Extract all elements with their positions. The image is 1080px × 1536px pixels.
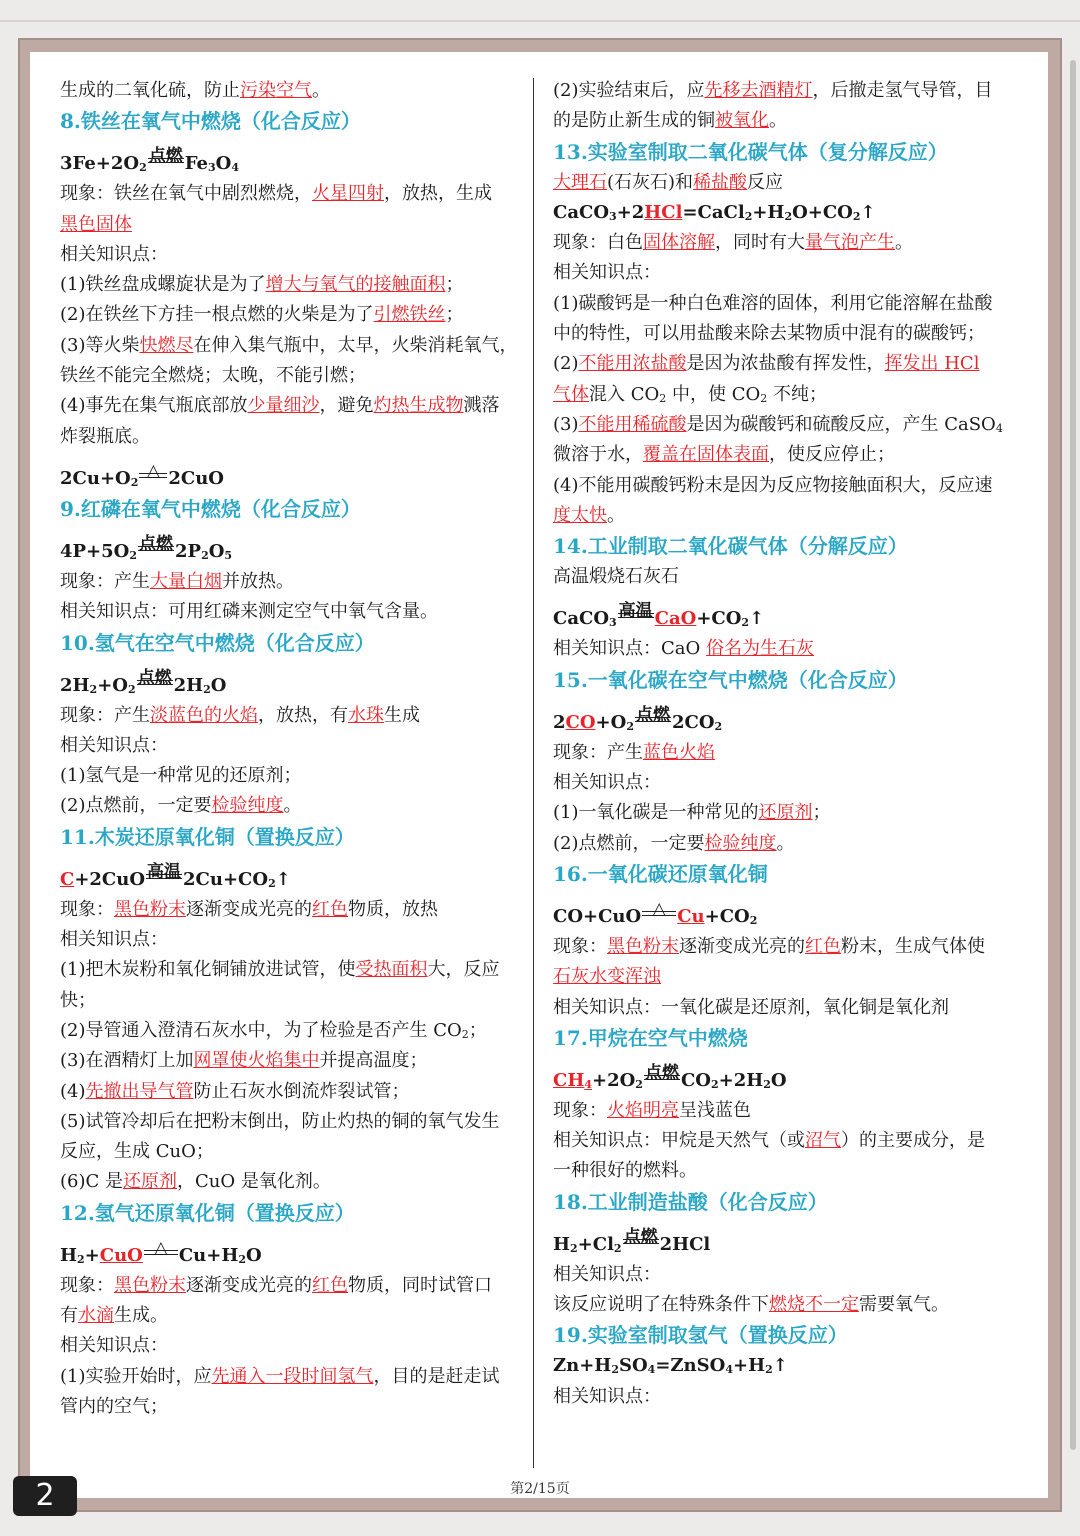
equation: $Zn+H_2SO_4=ZnSO_4+H_2↑$ — [553, 1355, 788, 1377]
text-line: 现象：黑色粉末逐渐变成光亮的红色粉末，生成气体使 — [553, 935, 985, 957]
text-line: 铁丝不能完全燃烧；太晚，不能引燃； — [60, 365, 366, 387]
text-line: 炸裂瓶底。 — [60, 425, 150, 447]
equation: $CH_4+2O_2$ 点燃 $CO_2+2H_2O$ — [553, 1062, 787, 1091]
section-heading-18: 18.工业制造盐酸（化合反应） — [553, 1189, 828, 1214]
text-line: 一种很好的燃料。 — [553, 1160, 697, 1182]
text-line: 的是防止新生成的铜被氧化。 — [553, 110, 787, 132]
page-badge[interactable]: 2 — [13, 1476, 77, 1516]
text-line: (1)实验开始时，应先通入一段时间氢气，目的是赶走试 — [60, 1365, 500, 1387]
equation: $H_2+Cl_2$ 点燃 2HCl — [553, 1226, 711, 1255]
section-heading-15: 15.一氧化碳在空气中燃烧（化合反应） — [553, 667, 908, 692]
text-line: 反应，生成 CuO； — [60, 1141, 214, 1163]
text-line: 相关知识点：CaO 俗名为生石灰 — [553, 638, 814, 660]
text-line: 相关知识点：甲烷是天然气（或沼气）的主要成分，是 — [553, 1130, 985, 1152]
text-line: 高温煅烧石灰石 — [553, 566, 679, 588]
section-heading-16: 16.一氧化碳还原氧化铜 — [553, 861, 768, 886]
text-line: 相关知识点：一氧化碳是还原剂，氧化铜是氧化剂 — [553, 996, 949, 1018]
text-line: (1)氢气是一种常见的还原剂； — [60, 765, 302, 787]
text-line: 相关知识点： — [60, 929, 168, 951]
text-line: 相关知识点： — [60, 1335, 168, 1357]
text-line: (4)不能用碳酸钙粉末是因为反应物接触面积大，反应速 — [553, 474, 993, 496]
text-line: 相关知识点： — [553, 262, 661, 284]
equation: $2CO+O_2$ 点燃 $2CO_2$ — [553, 704, 723, 733]
text-line: (4)事先在集气瓶底部放少量细沙，避免灼热生成物溅落 — [60, 395, 500, 417]
text-line: 相关知识点： — [60, 734, 168, 756]
text-line: (1)铁丝盘成螺旋状是为了增大与氧气的接触面积； — [60, 274, 464, 296]
text-line: (2)在铁丝下方挂一根点燃的火柴是为了引燃铁丝； — [60, 304, 464, 326]
section-heading-14: 14.工业制取二氧化碳气体（分解反应） — [553, 534, 908, 559]
text-line: (2)导管通入澄清石灰水中，为了检验是否产生 $CO_2$； — [60, 1019, 487, 1041]
text-line: 石灰水变浑浊 — [553, 966, 661, 988]
equation: C+2CuO 高温 $2Cu+CO_2↑$ — [60, 861, 291, 890]
left-column — [60, 76, 520, 1422]
section-heading-11: 11.木炭还原氧化铜（置换反应） — [60, 824, 355, 849]
section-heading-9: 9.红磷在氧气中燃烧（化合反应） — [60, 496, 361, 521]
text-line: (3)等火柴快燃尽在伸入集气瓶中，太早，火柴消耗氧气， — [60, 334, 518, 356]
text-line: (2)实验结束后，应先移去酒精灯，后撤走氢气导管，目 — [553, 80, 993, 101]
text-line: 现象：产生蓝色火焰 — [553, 741, 715, 763]
text-line: 相关知识点： — [553, 772, 661, 794]
text-line: (1)把木炭粉和氧化铜铺放进试管，使受热面积大，反应 — [60, 959, 500, 981]
equation: $2H_2+O_2$ 点燃 $2H_2O$ — [60, 667, 227, 696]
text-line: 现象：白色固体溶解，同时有大量气泡产生。 — [553, 232, 913, 254]
equation: CaCO$_3$ 高温 $CaO+CO_2↑$ — [553, 601, 765, 630]
text-line: (1)一氧化碳是一种常见的还原剂； — [553, 802, 831, 824]
section-heading-12: 12.氢气还原氧化铜（置换反应） — [60, 1200, 355, 1225]
text-line: (6)C 是还原剂，CuO 是氧化剂。 — [60, 1171, 331, 1193]
text-line: 相关知识点：可用红磷来测定空气中氧气含量。 — [60, 601, 438, 623]
text-line: 现象：铁丝在氧气中剧烈燃烧，火星四射，放热，生成 — [60, 183, 492, 205]
section-heading-19: 19.实验室制取氢气（置换反应） — [553, 1323, 848, 1348]
equation: $3Fe+2O_2$ 点燃 $Fe_3O_4$ — [60, 146, 239, 175]
text-line: 有水滴生成。 — [60, 1305, 168, 1327]
equation: $CaCO_3+2HCl=CaCl_2+H_2O+CO_2↑$ — [553, 201, 876, 223]
text-line: 现象：火焰明亮呈浅蓝色 — [553, 1099, 751, 1121]
text-line: 相关知识点： — [60, 243, 168, 265]
text-line: (2)不能用浓盐酸是因为浓盐酸有挥发性，挥发出 HCl — [553, 353, 980, 375]
section-heading-13: 13.实验室制取二氧化碳气体（复分解反应） — [553, 139, 948, 164]
section-heading-17: 17.甲烷在空气中燃烧 — [553, 1025, 748, 1050]
text-line: 相关知识点： — [553, 1263, 661, 1285]
equation: $2Cu+O_2$ △ 2CuO — [60, 460, 224, 489]
text-line: 现象：产生大量白烟并放热。 — [60, 570, 294, 592]
text-line: 黑色固体 — [60, 213, 132, 235]
page-number-footer: 第2/15页 — [510, 1481, 570, 1497]
text-line: 该反应说明了在特殊条件下燃烧不一定需要氧气。 — [553, 1294, 949, 1316]
text-line: 微溶于水，覆盖在固体表面，使反应停止； — [553, 444, 895, 466]
text-line: 度太快。 — [553, 504, 625, 526]
text-line: (2)点燃前，一定要检验纯度。 — [60, 795, 302, 817]
text-line: (3)不能用稀硫酸是因为碳酸钙和硫酸反应，产生 CaSO$_4$ — [553, 413, 1003, 435]
text-line: 中的特性，可以用盐酸来除去某物质中混有的碳酸钙； — [553, 323, 985, 345]
document-page — [30, 52, 1048, 1498]
text-line: 气体混入 $CO_2$ 中，使 $CO_2$ 不纯； — [553, 383, 827, 405]
text-line: 现象：产生淡蓝色的火焰，放热，有水珠生成 — [60, 704, 420, 726]
text-line: (4)先撤出导气管防止石灰水倒流炸裂试管； — [60, 1080, 410, 1102]
text-line: (5)试管冷却后在把粉末倒出，防止灼热的铜的氧气发生 — [60, 1110, 500, 1132]
text-line: (1)碳酸钙是一种白色难溶的固体，利用它能溶解在盐酸 — [553, 292, 993, 314]
equation: $4P+5O_2$ 点燃 $2P_2O_5$ — [60, 533, 233, 562]
text-line: (2)点燃前，一定要检验纯度。 — [553, 832, 795, 854]
text-line: 管内的空气； — [60, 1395, 168, 1417]
top-edge-line — [0, 20, 1080, 22]
equation: $H_2+CuO$ △ $Cu+H_2O$ — [60, 1237, 262, 1266]
text-line: 现象：黑色粉末逐渐变成光亮的红色物质，放热 — [60, 898, 438, 920]
right-column — [553, 76, 1018, 1412]
equation: CO+CuO △ $Cu+CO_2$ — [553, 898, 758, 927]
section-heading-10: 10.氢气在空气中燃烧（化合反应） — [60, 630, 375, 655]
section-heading-8: 8.铁丝在氧气中燃烧（化合反应） — [60, 109, 361, 134]
text-line: 大理石(石灰石)和稀盐酸反应 — [553, 171, 784, 193]
scrollbar[interactable] — [1070, 60, 1076, 1450]
text-line: 生成的二氧化硫，防止污染空气。 — [60, 80, 330, 101]
column-divider — [533, 78, 534, 1468]
text-line: 快； — [60, 989, 96, 1011]
text-line: 现象：黑色粉末逐渐变成光亮的红色物质，同时试管口 — [60, 1274, 492, 1296]
text-line: (3)在酒精灯上加网罩使火焰集中并提高温度； — [60, 1050, 428, 1072]
text-line: 相关知识点： — [553, 1385, 661, 1407]
